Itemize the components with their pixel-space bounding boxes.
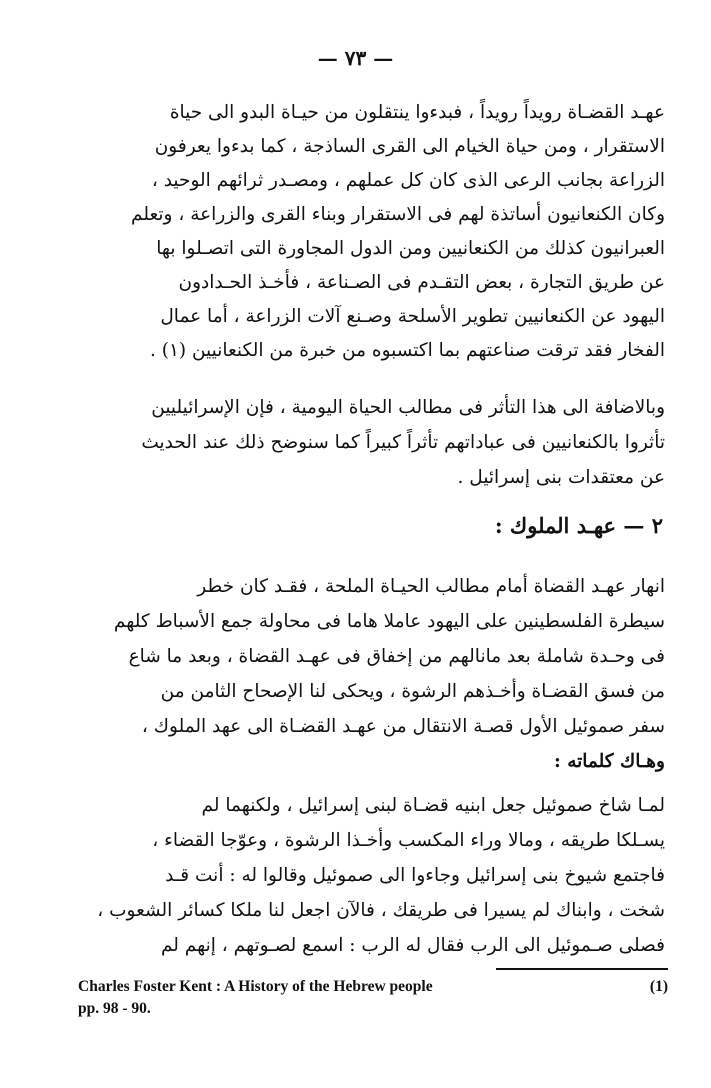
text-line: سفر صموئيل الأول قصـة الانتقال من عهـد القضـاة الى عهد الملوك ، bbox=[141, 716, 665, 737]
footnote bbox=[78, 976, 668, 1020]
text-line: وهـاك كلماته : bbox=[553, 751, 665, 772]
footnote-pages: pp. 98 - 90. bbox=[78, 1000, 151, 1017]
text-line: وكان الكنعانيون أساتذة لهم فى الاستقرار وبناء القرى والزراعة ، وتعلم bbox=[131, 204, 665, 225]
text-line: من فسق القضـاة وأخـذهم الرشوة ، ويحكى لنا الإصحاح الثامن من bbox=[160, 681, 665, 702]
text-line: وبالاضافة الى هذا التأثر فى مطالب الحياة اليومية ، فإن الإسرائيليين bbox=[151, 397, 665, 418]
text-line: سيطرة الفلسطينين على اليهود عاملا هاما فى محاولة جمع الأسباط كلهم bbox=[113, 611, 665, 632]
text-line: انهار عهـد القضاة أمام مطالب الحيـاة الملحة ، فقـد كان خطر bbox=[197, 576, 665, 597]
footnote-divider bbox=[496, 968, 668, 970]
text-line: فى وحـدة شاملة بعد مانالهم من إخفاق فى عهـد القضاة ، وبعد ما شاع bbox=[128, 646, 665, 667]
text-line: فصلى صـموئيل الى الرب فقال له الرب : اسمع لصـوتهم ، إنهم لم bbox=[160, 935, 665, 956]
section-heading-kings-era: ٢ — عهـد الملوك : bbox=[494, 513, 663, 538]
page-number: — ٧٣ — bbox=[317, 46, 394, 70]
text-line: يسـلكا طريقه ، ومالا وراء المكسب وأخـذا الرشوة ، وعوّجا القضاء ، bbox=[152, 830, 665, 851]
text-line: تأثروا بالكنعانيين فى عباداتهم تأثراً كبيراً كما سنوضح ذلك عند الحديث bbox=[141, 432, 665, 453]
text-line: الفخار فقد ترقت صناعتهم بما اكتسبوه من خبرة من الكنعانيين (١) . bbox=[149, 340, 665, 361]
paragraph-samuel-quote bbox=[60, 788, 665, 963]
footnote-line bbox=[78, 976, 668, 998]
text-line: العبرانيون كذلك من الكنعانيين ومن الدول المجاورة التى اتصـلوا بها bbox=[156, 238, 665, 259]
text-line: الزراعة بجانب الرعى الذى كان كل عملهم ، ومصـدر ثرائهم الوحيد ، bbox=[151, 170, 665, 191]
text-line: عهـد القضـاة رويداً رويداً ، فبدءوا ينتقلون من حيـاة البدو الى حياة bbox=[169, 102, 665, 123]
text-line: شخت ، وابناك لم يسيرا فى طريقك ، فالآن اجعل لنا ملكا كسائر الشعوب ، bbox=[97, 900, 665, 921]
text-line: عن طريق التجارة ، بعض التقـدم فى الصـناعة ، فأخـذ الحـدادون bbox=[178, 272, 665, 293]
text-line: الاستقرار ، ومن حياة الخيام الى القرى الساذجة ، كما بدءوا يعرفون bbox=[154, 136, 665, 157]
paragraph-canaanite-influence bbox=[60, 390, 665, 495]
text-line: اليهود عن الكنعانيين تطوير الأسلحة وصـنع آلات الزراعة ، أما عمال bbox=[160, 306, 665, 327]
text-line: عن معتقدات بنى إسرائيل . bbox=[457, 467, 665, 488]
text-line: فاجتمع شيوخ بنى إسرائيل وجاءوا الى صموئيل وقالوا له : أنت قـد bbox=[165, 865, 665, 886]
text-line: لمـا شاخ صموئيل جعل ابنيه قضـاة لبنى إسرائيل ، ولكنهما لم bbox=[201, 795, 665, 816]
footnote-citation: Charles Foster Kent : A History of the Hebrew people bbox=[78, 978, 433, 995]
paragraph-end-of-judges bbox=[60, 569, 665, 779]
footnote-marker: (1) bbox=[649, 978, 668, 995]
paragraph-judges-era bbox=[60, 96, 665, 368]
